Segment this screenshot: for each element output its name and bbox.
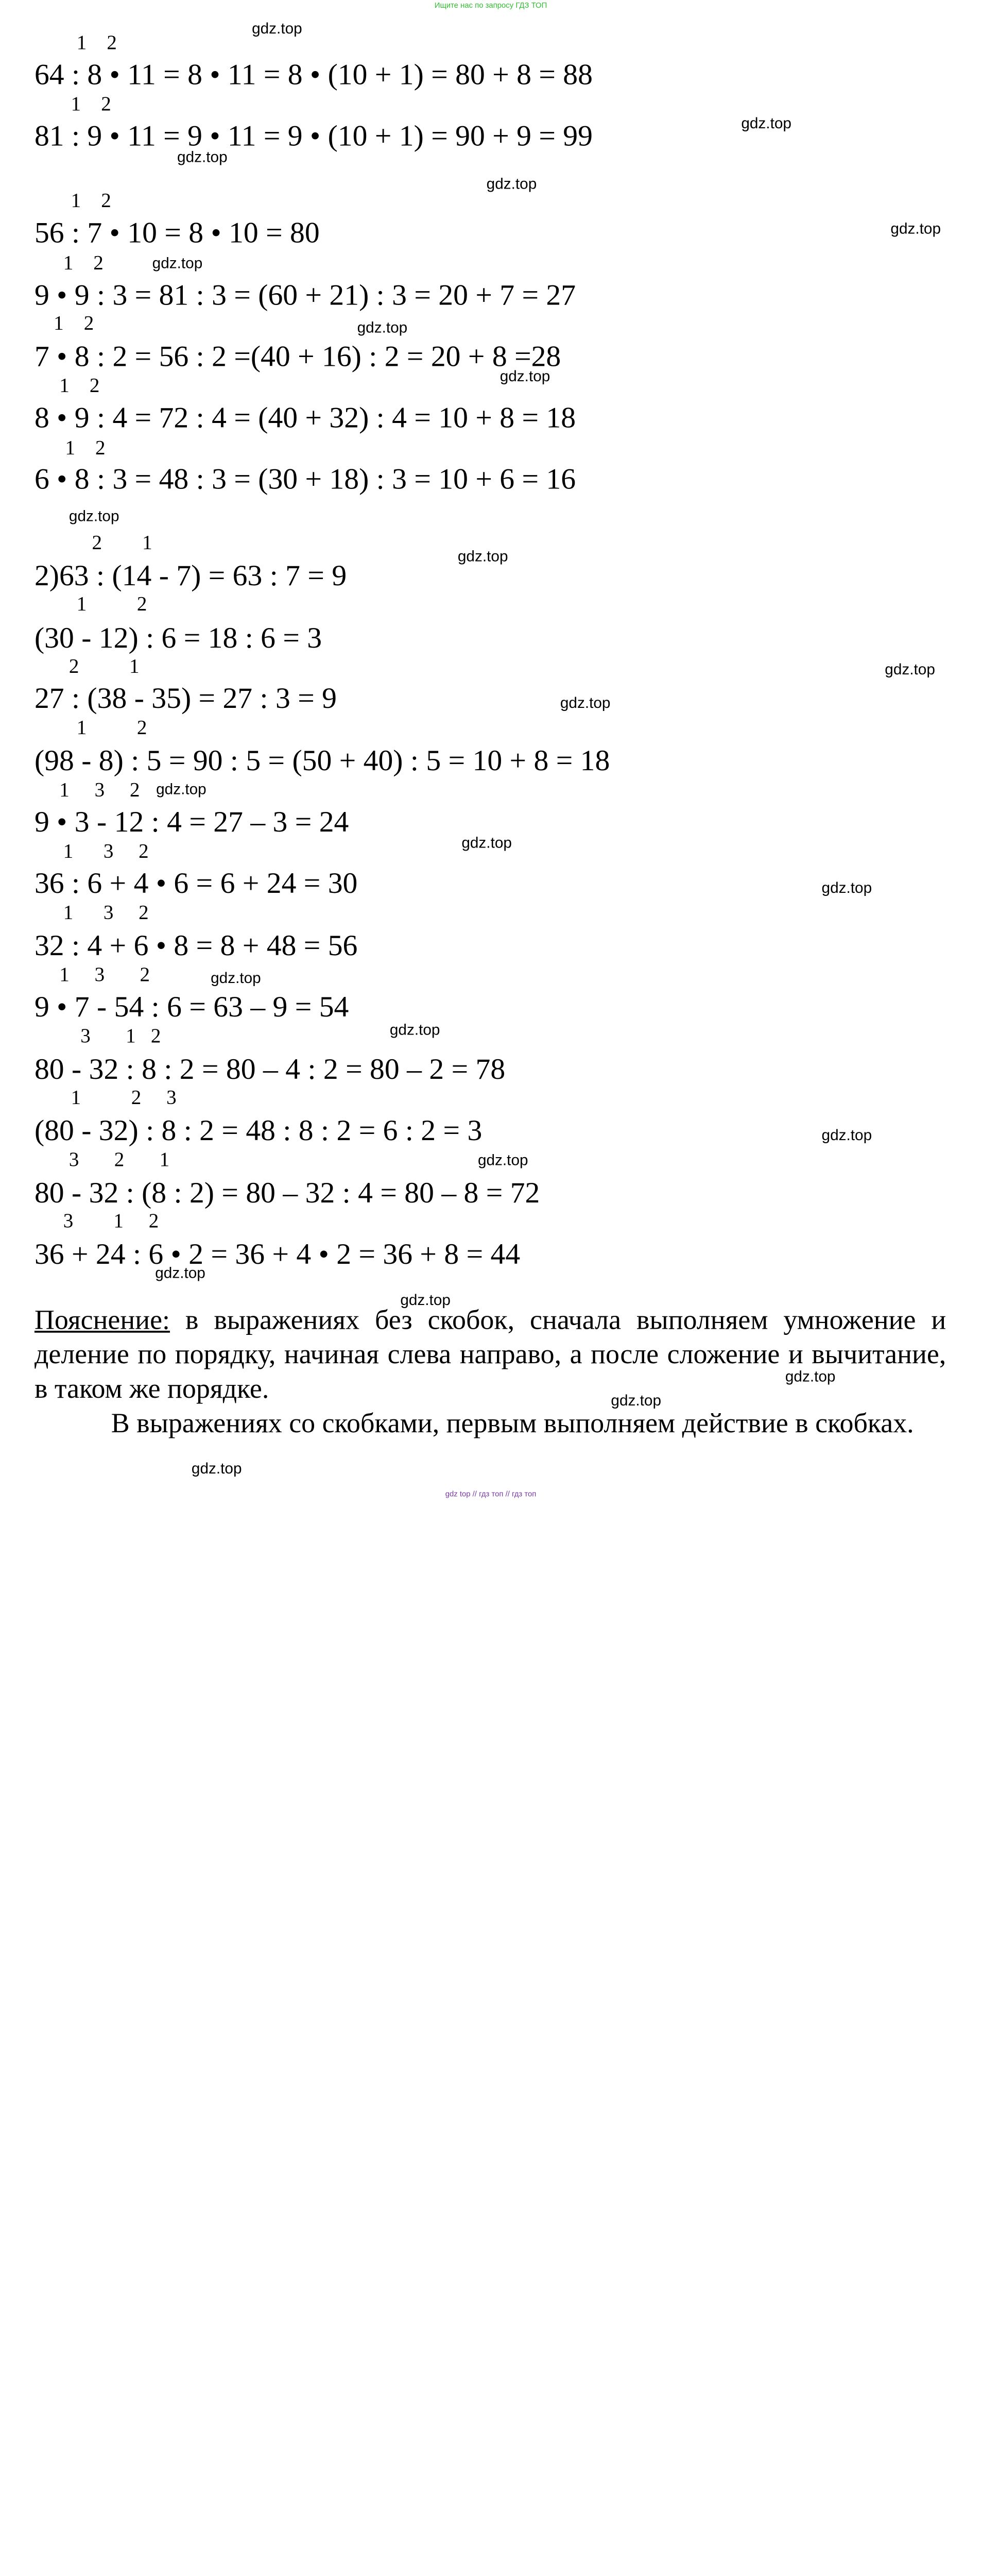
watermark: gdz.top [68,509,119,526]
order-marks: 3 1 2 [63,1209,159,1232]
watermark: gdz.top [499,368,550,385]
top-banner[interactable]: Ищите нас по запросу ГДЗ ТОП [434,1,547,10]
equation: 80 - 32 : (8 : 2) = 80 – 32 : 4 = 80 – 8 = 72 [34,1175,540,1209]
watermark: gdz.top [611,1393,662,1410]
order-marks: 3 2 1 [68,1147,170,1171]
watermark: gdz.top [457,549,508,566]
equation: 36 + 24 : 6 • 2 = 36 + 4 • 2 = 36 + 8 = 44 [34,1236,521,1270]
order-marks: 1 2 [65,436,106,459]
equation: (98 - 8) : 5 = 90 : 5 = (50 + 40) : 5 = 10 + 8 = 18 [34,743,610,777]
watermark: gdz.top [389,1022,440,1039]
equation: 9 • 7 - 54 : 6 = 63 – 9 = 54 [34,989,349,1024]
bottom-banner[interactable]: gdz top // гдз топ // гдз топ [445,1489,537,1499]
explanation-paragraph-1 [35,1303,946,1406]
order-marks: 1 2 [76,592,147,615]
order-marks: 1 3 2 [59,962,150,986]
equation: 7 • 8 : 2 = 56 : 2 =(40 + 16) : 2 = 20 + 8 =28 [34,339,561,373]
watermark: gdz.top [821,880,872,897]
watermark: gdz.top [821,1127,872,1144]
watermark: gdz.top [252,21,302,38]
order-marks: 1 2 [71,92,111,115]
watermark: gdz.top [357,320,408,336]
equation: 2)63 : (14 - 7) = 63 : 7 = 9 [34,558,347,592]
order-marks: 1 2 [76,30,117,54]
watermark: gdz.top [890,221,941,238]
watermark: gdz.top [741,116,791,132]
order-marks: 1 3 2 [63,839,149,862]
equation: 9 • 9 : 3 = 81 : 3 = (60 + 21) : 3 = 20 + 7 = 27 [34,278,576,312]
watermark: gdz.top [400,1292,451,1309]
equation: (30 - 12) : 6 = 18 : 6 = 3 [34,621,322,655]
order-marks: 1 2 3 [71,1085,177,1109]
explanation-label: Пояснение: [34,1304,170,1336]
watermark: gdz.top [156,782,206,799]
watermark: gdz.top [177,149,228,166]
order-marks: 1 2 [59,374,100,397]
order-marks: 2 1 [92,531,152,554]
watermark: gdz.top [785,1369,836,1385]
order-marks: 1 2 [63,251,104,274]
equation: 8 • 9 : 4 = 72 : 4 = (40 + 32) : 4 = 10 + 8 = 18 [34,400,576,434]
order-marks: 1 2 [71,189,111,212]
equation: (80 - 32) : 8 : 2 = 48 : 8 : 2 = 6 : 2 = 3 [34,1113,483,1147]
explanation-text-1: в выражениях без скобок, сначала выполняем умножение и деление по порядку, начиная слева направо, а после сложение и вычитание, в таком же порядке. [34,1304,946,1405]
watermark: gdz.top [560,696,611,712]
watermark: gdz.top [152,256,203,273]
explanation-paragraph-2: В выражениях со скобками, первым выполняем действие в скобках. [111,1408,914,1439]
order-marks: 1 2 [76,716,147,739]
watermark: gdz.top [486,176,537,193]
equation: 6 • 8 : 3 = 48 : 3 = (30 + 18) : 3 = 10 + 6 = 16 [34,462,576,496]
watermark: gdz.top [885,662,935,679]
order-marks: 2 1 [68,654,140,677]
watermark: gdz.top [461,835,512,852]
order-marks: 3 1 2 [80,1024,161,1047]
order-marks: 1 3 2 [63,901,149,924]
equation: 56 : 7 • 10 = 8 • 10 = 80 [34,215,320,249]
equation: 36 : 6 + 4 • 6 = 6 + 24 = 30 [34,866,358,900]
equation: 80 - 32 : 8 : 2 = 80 – 4 : 2 = 80 – 2 = 78 [34,1052,506,1086]
equation: 32 : 4 + 6 • 8 = 8 + 48 = 56 [34,928,358,962]
order-marks: 1 2 [54,311,94,335]
equation: 81 : 9 • 11 = 9 • 11 = 9 • (10 + 1) = 90 + 9 = 99 [34,118,593,152]
equation: 9 • 3 - 12 : 4 = 27 – 3 = 24 [34,805,349,839]
watermark: gdz.top [191,1461,242,1478]
watermark: gdz.top [211,970,261,987]
equation: 27 : (38 - 35) = 27 : 3 = 9 [34,681,337,715]
watermark: gdz.top [155,1265,205,1282]
watermark: gdz.top [477,1153,528,1169]
order-marks: 1 3 2 [59,777,140,801]
equation: 64 : 8 • 11 = 8 • 11 = 8 • (10 + 1) = 80 + 8 = 88 [34,57,593,91]
